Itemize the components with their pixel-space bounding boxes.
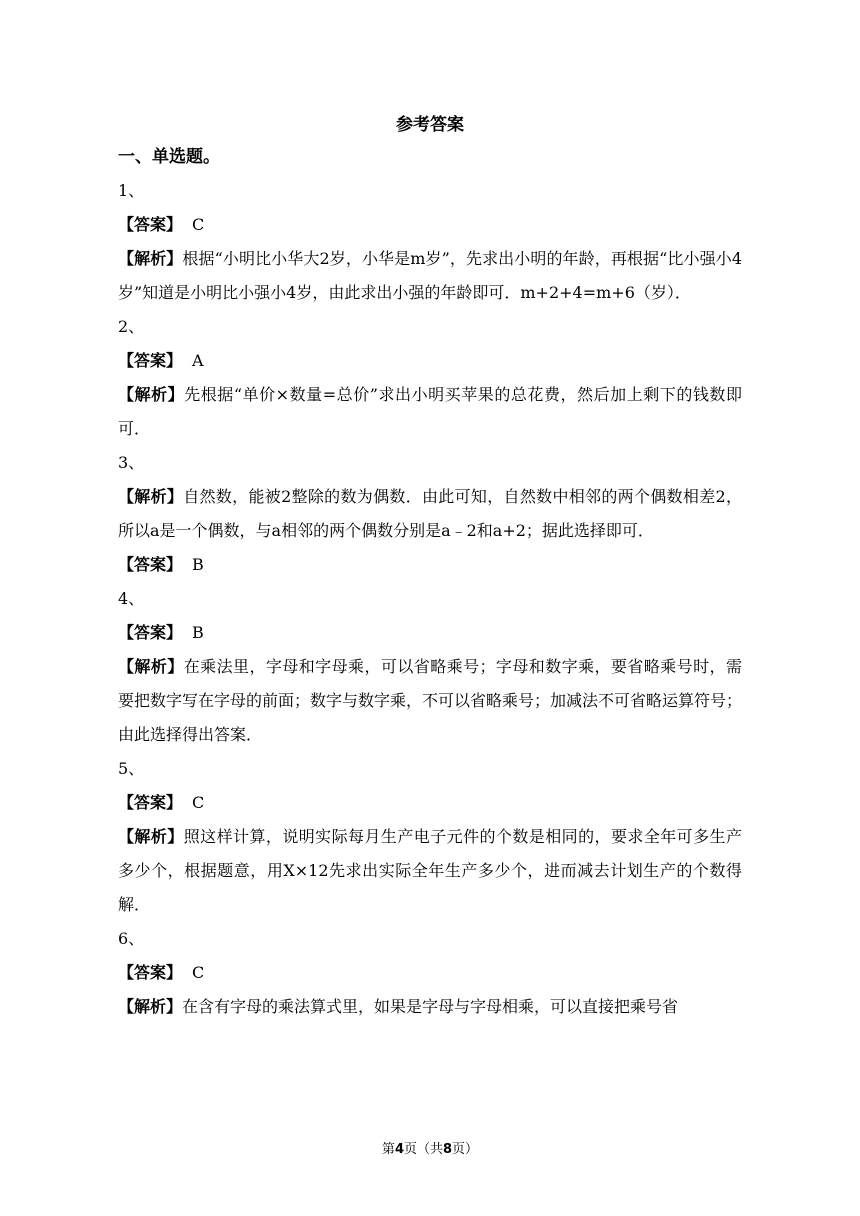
answer-line-5 — [118, 786, 742, 820]
answer-line-3 — [118, 548, 742, 582]
analysis-6 — [118, 990, 742, 1024]
answer-value-4: B — [192, 623, 204, 642]
page-title: 参考答案 — [396, 115, 464, 135]
answer-line-2 — [118, 344, 742, 378]
analysis-tag: 【解析】 — [118, 385, 185, 404]
analysis-text-5: 照这样计算，说明实际每月生产电子元件的个数是相同的，要求全年可多生产多少个，根据题意，用X×12先求出实际全年生产多少个，进而减去计划生产的个数得解． — [118, 827, 742, 914]
answer-line-1 — [118, 208, 742, 242]
page-footer — [0, 1138, 860, 1157]
question-number-3: 3、 — [118, 453, 145, 472]
answer-value-2: A — [192, 351, 204, 370]
answer-value-3: B — [192, 555, 204, 574]
analysis-5 — [118, 820, 742, 922]
analysis-tag: 【解析】 — [118, 249, 183, 268]
analysis-text-2: 先根据“单价×数量=总价”求出小明买苹果的总花费，然后加上剩下的钱数即可． — [118, 385, 742, 438]
analysis-text-4: 在乘法里，字母和字母乘，可以省略乘号；字母和数字乘，要省略乘号时，需要把数字写在字母的前面；数字与数字乘，不可以省略乘号；加减法不可省略运算符号；由此选择得出答案． — [118, 657, 743, 744]
answer-tag: 【答案】 — [118, 793, 183, 812]
footer-page-number: 4 — [394, 1142, 404, 1157]
analysis-text-6: 在含有字母的乘法算式里，如果是字母与字母相乘，可以直接把乘号省 — [182, 997, 679, 1016]
analysis-text-3: 自然数，能被2整除的数为偶数．由此可知，自然数中相邻的两个偶数相差2，所以a是一个偶数，与a相邻的两个偶数分别是a﹣2和a+2；据此选择即可． — [118, 487, 742, 540]
answer-tag: 【答案】 — [118, 963, 183, 982]
answer-tag: 【答案】 — [118, 623, 183, 642]
analysis-1 — [118, 242, 742, 310]
answer-value-1: C — [192, 215, 205, 234]
answer-value-5: C — [192, 793, 205, 812]
question-number-1: 1、 — [118, 181, 145, 200]
answer-value-6: C — [192, 963, 205, 982]
analysis-tag: 【解析】 — [118, 657, 184, 676]
footer-total-pages: 8 — [443, 1142, 453, 1157]
analysis-tag: 【解析】 — [118, 827, 184, 846]
analysis-2 — [118, 378, 742, 446]
answer-tag: 【答案】 — [118, 555, 183, 574]
question-number-6: 6、 — [118, 929, 145, 948]
answer-line-4 — [118, 616, 742, 650]
answer-tag: 【答案】 — [118, 351, 183, 370]
question-number-2: 2、 — [118, 317, 145, 336]
question-number-4: 4、 — [118, 589, 145, 608]
answer-line-6 — [118, 956, 742, 990]
analysis-tag: 【解析】 — [118, 997, 183, 1016]
answer-content — [118, 140, 742, 1024]
footer-prefix: 第 — [381, 1142, 395, 1157]
footer-middle: 页（共 — [403, 1142, 443, 1157]
analysis-tag: 【解析】 — [118, 487, 184, 506]
question-number-5: 5、 — [118, 759, 145, 778]
footer-suffix: 页） — [452, 1142, 479, 1157]
analysis-4 — [118, 650, 742, 752]
analysis-text-1: 根据“小明比小华大2岁，小华是m岁”，先求出小明的年龄，再根据“比小强小4岁”知道是小明比小强小4岁，由此求出小强的年龄即可．m+2+4=m+6（岁）． — [118, 249, 742, 302]
answer-tag: 【答案】 — [118, 215, 183, 234]
section-heading: 一、单选题。 — [118, 147, 220, 167]
analysis-3 — [118, 480, 742, 548]
